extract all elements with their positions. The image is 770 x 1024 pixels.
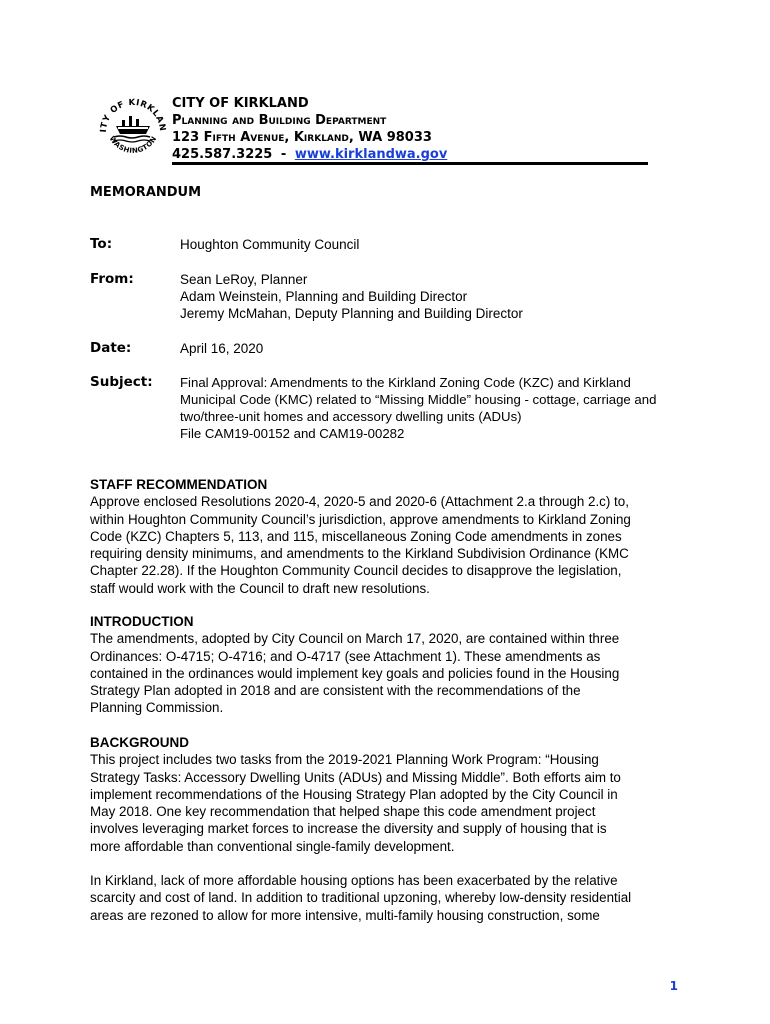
date-label: Date: — [90, 340, 132, 356]
city-seal — [96, 92, 170, 166]
from-value — [180, 271, 523, 322]
paragraph-line: Strategy Plan adopted in 2018 and are consistent with the recommendations of the — [90, 683, 581, 699]
staff-recommendation-section — [90, 476, 690, 597]
phone-separator: - — [280, 147, 287, 162]
paragraph-line: areas are rezoned to allow for more intensive, multi-family housing construction, some — [90, 907, 600, 923]
from-line: Sean LeRoy, Planner — [180, 272, 308, 287]
paragraph-line: In Kirkland, lack of more affordable housing options has been exacerbated by the relative — [90, 873, 618, 888]
introduction-section — [90, 613, 690, 717]
subject-line: File CAM19-00152 and CAM19-00282 — [180, 426, 405, 441]
from-label: From: — [90, 271, 134, 287]
city-seal-icon — [96, 92, 170, 166]
subject-line: Municipal Code (KMC) related to “Missing Middle” housing - cottage, carriage and — [180, 392, 657, 407]
paragraph-line: Approve enclosed Resolutions 2020-4, 2020-5 and 2020-6 (Attachment 2.a through 2.c) to, — [90, 494, 629, 510]
paragraph-line: staff would work with the Council to draft new resolutions. — [90, 580, 430, 596]
paragraph-line: scarcity and cost of land. In addition to traditional upzoning, whereby low-density residential — [90, 890, 632, 906]
subject-value — [180, 374, 656, 442]
paragraph-line: implement recommendations of the Housing Strategy Plan adopted by the City Council in — [90, 786, 618, 802]
date-value: April 16, 2020 — [180, 341, 264, 356]
org-name: CITY OF KIRKLAND — [172, 96, 309, 111]
header-rule — [172, 162, 648, 165]
paragraph-line: within Houghton Community Council’s jurisdiction, approve amendments to Kirkland Zoning — [90, 511, 631, 527]
paragraph-line: requiring density minimums, and amendments to the Kirkland Subdivision Ordinance (KMC — [90, 546, 629, 562]
from-line: Jeremy McMahan, Deputy Planning and Building Director — [180, 306, 523, 321]
kirkland-paragraph — [90, 872, 690, 924]
paragraph-line: The amendments, adopted by City Council on March 17, 2020, are contained within three — [90, 631, 620, 647]
address: 123 Fifth Avenue, Kirkland, WA 98033 — [172, 130, 432, 145]
to-value: Houghton Community Council — [180, 237, 360, 252]
contact-line — [172, 146, 447, 163]
paragraph-line: May 2018. One key recommendation that helped shape this code amendment project — [90, 804, 596, 820]
paragraph-line: contained in the ordinances would implement key goals and policies found in the Housing — [90, 665, 620, 681]
paragraph-line: Ordinances: O-4715; O-4716; and O-4717 (see Attachment 1). These amendments as — [90, 648, 601, 664]
subject-line: Final Approval: Amendments to the Kirkland Zoning Code (KZC) and Kirkland — [180, 375, 631, 390]
svg-text:WASHINGTON: WASHINGTON — [107, 134, 159, 156]
phone: 425.587.3225 — [172, 147, 273, 162]
background-section — [90, 734, 690, 855]
to-label: To: — [90, 236, 113, 252]
page-number: 1 — [669, 979, 678, 993]
svg-text:CITY OF KIRKLAND: ITY OF KIRKLAN — [98, 97, 168, 133]
section-heading: INTRODUCTION — [90, 614, 194, 629]
subject-label: Subject: — [90, 374, 153, 390]
section-heading: BACKGROUND — [90, 735, 189, 750]
paragraph-line: Planning Commission. — [90, 700, 224, 716]
section-heading: STAFF RECOMMENDATION — [90, 477, 268, 492]
paragraph-line: more affordable than conventional single-family development. — [90, 838, 455, 854]
paragraph-line: involves leveraging market forces to increase the diversity and supply of housing that is — [90, 821, 607, 837]
website-link[interactable]: www.kirklandwa.gov — [294, 147, 448, 162]
department-name: Planning and Building Department — [172, 113, 387, 128]
paragraph-line: Code (KZC) Chapters 5, 113, and 115, miscellaneous Zoning Code amendments in zones — [90, 528, 622, 544]
paragraph-line: Strategy Tasks: Accessory Dwelling Units (ADUs) and Missing Middle”. Both efforts aim to — [90, 769, 621, 785]
memo-title: MEMORANDUM — [90, 185, 202, 200]
paragraph-line: Chapter 22.28). If the Houghton Community Council decides to disapprove the legislation, — [90, 563, 622, 579]
paragraph-line: This project includes two tasks from the 2019-2021 Planning Work Program: “Housing — [90, 752, 599, 768]
from-line: Adam Weinstein, Planning and Building Director — [180, 289, 468, 304]
subject-line: two/three-unit homes and accessory dwelling units (ADUs) — [180, 409, 522, 424]
